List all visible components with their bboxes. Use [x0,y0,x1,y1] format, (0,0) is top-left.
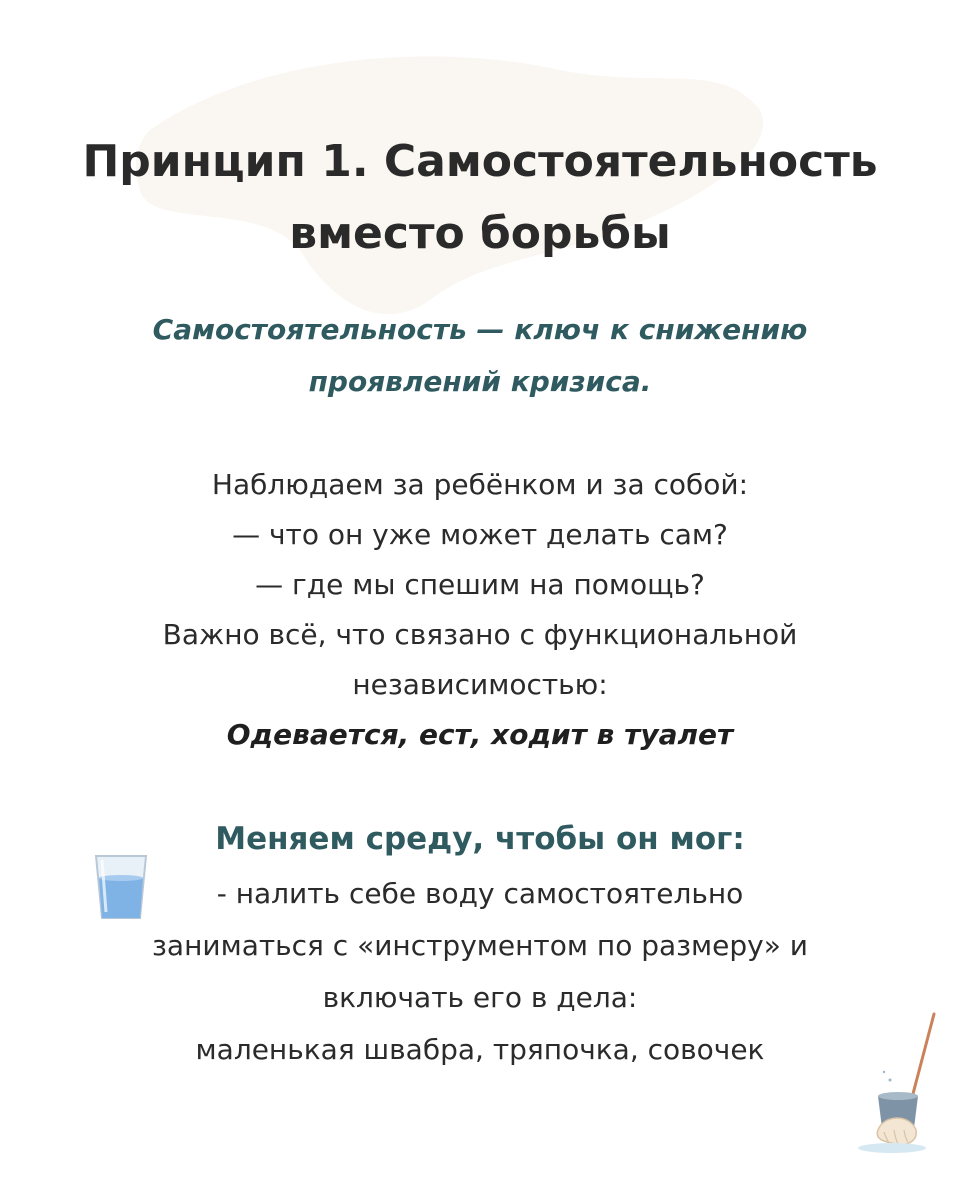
mop-and-bucket-icon [848,1010,944,1158]
observation-line: Важно всё, что связано с функциональной [162,618,798,651]
environment-line: заниматься с «инструментом по размеру» и [152,929,808,962]
observation-line: Наблюдаем за ребёнком и за собой: [211,468,749,501]
subtitle-line-1: Самостоятельность — ключ к снижению [152,313,808,346]
observation-line: независимостью: [352,668,608,701]
environment-line: - налить себе воду самостоятельно [216,877,744,910]
title-line-2: вместо борьбы [289,208,671,259]
environment-heading: Меняем среду, чтобы он мог: [215,821,745,857]
glass-of-water-icon [92,850,150,922]
subtitle-line-2: проявлений кризиса. [308,365,652,398]
environment-line: включать его в дела: [322,981,638,1014]
environment-line: маленькая швабра, тряпочка, совочек [195,1033,765,1066]
page-title [0,126,960,270]
observation-line: — где мы спешим на помощь? [255,568,705,601]
title-line-1: Принцип 1. Самостоятельность [82,136,878,187]
emphasis-line: Одевается, ест, ходит в туалет [226,718,734,751]
observation-block [0,460,960,760]
subtitle [0,304,960,408]
observation-line: — что он уже может делать сам? [232,518,728,551]
